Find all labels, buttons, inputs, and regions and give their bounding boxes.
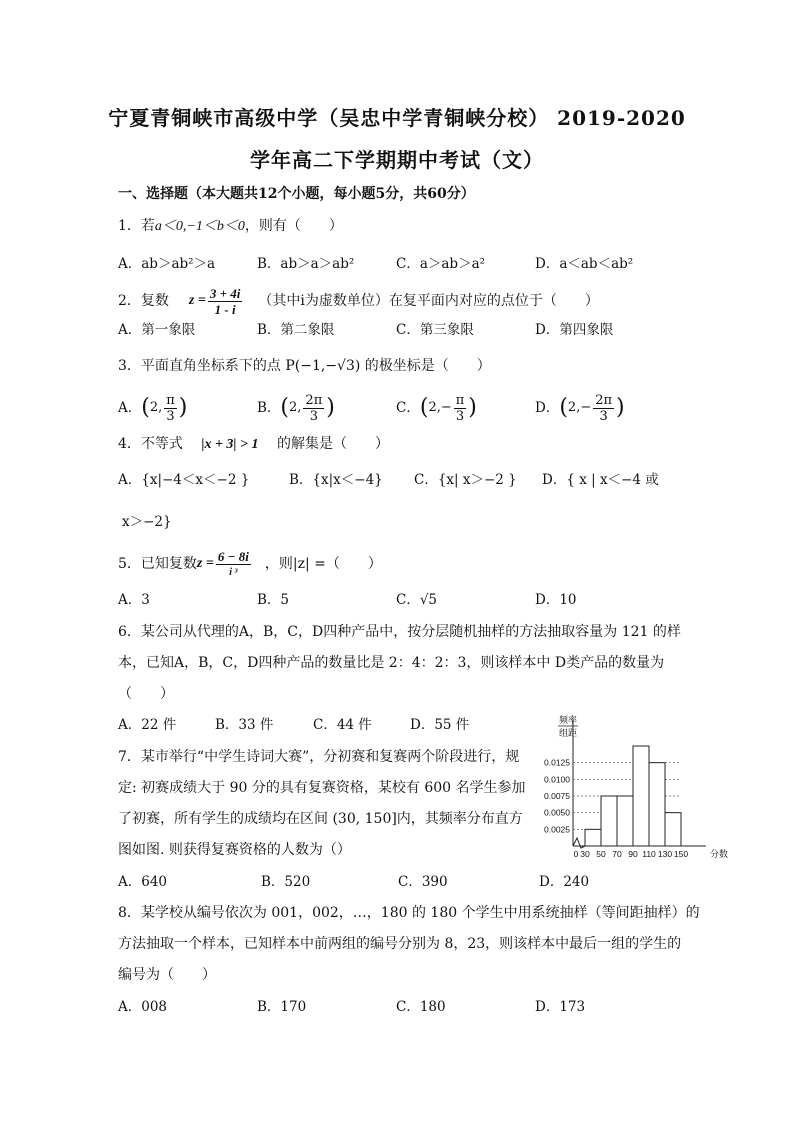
q4-option-c: C．{x| x＞−2 } xyxy=(414,472,517,488)
q3-option-d-label: D． xyxy=(535,400,560,416)
q4-option-b: B．{x|x＜−4} xyxy=(289,472,383,488)
q7-line4: 图如图. 则获得复赛资格的人数为（） xyxy=(118,842,351,858)
q8-line2: 方法抽取一个样本，已知样本中前两组的编号分别为 8，23，则该样本中最后一组的学生的 xyxy=(118,936,682,952)
y-tick-label: 0.0100 xyxy=(544,774,570,785)
q8-option-c: C．180 xyxy=(396,999,446,1015)
section-header: 一、选择题（本大题共12个小题，每小题5分，共60分） xyxy=(118,186,475,202)
q7-line2: 定: 初赛成绩大于 90 分的具有复赛资格，某校有 600 名学生参加 xyxy=(118,780,526,796)
q7-line3: 了初赛，所有学生的成绩均在区间 (30, 150]内，其频率分布直方 xyxy=(118,811,523,827)
q7-option-a: A．640 xyxy=(118,874,168,890)
q6-option-b: B．33 件 xyxy=(215,717,274,733)
q7-option-c: C．390 xyxy=(398,874,448,890)
q2-stem xyxy=(118,286,599,316)
y-axis-label-top: 频率 xyxy=(559,715,578,725)
histogram-bar xyxy=(601,796,617,846)
q1-stem-b: ，则有（ ） xyxy=(244,218,343,234)
q3-option-b-den: 3 xyxy=(309,408,318,424)
q3-option-b-lead: 2, xyxy=(289,400,302,415)
x-tick-label: 70 xyxy=(612,849,622,859)
q5-option-d: D．10 xyxy=(535,592,577,608)
q6-line2: 本，已知A，B，C，D四种产品的数量比是 2：4：2：3，则该样本中 D类产品的数量为 xyxy=(118,655,665,671)
q7-option-b: B．520 xyxy=(261,874,311,890)
q3-option-a-num: π xyxy=(166,392,175,408)
q2-numerator: 3 + 4i xyxy=(209,285,241,301)
q1-stem-a: 1．若 xyxy=(118,218,155,234)
q4-stem xyxy=(118,434,389,455)
q6-option-c: C．44 件 xyxy=(313,717,372,733)
q2-option-d: D．第四象限 xyxy=(535,322,614,338)
q3-option-d-lead: 2,− xyxy=(567,400,592,415)
q8-option-a: A．008 xyxy=(118,999,168,1015)
q3-option-c-lead: 2,− xyxy=(428,400,452,415)
histogram-bar xyxy=(617,796,633,846)
q8-option-d: D．173 xyxy=(535,999,586,1015)
q1-option-c: C．a＞ab＞a² xyxy=(396,256,486,272)
q1-stem xyxy=(118,216,343,237)
histogram-bar xyxy=(585,829,601,846)
q3-stem: 3．平面直角坐标系下的点 P(−1,−√3) 的极坐标是（ ） xyxy=(118,358,491,374)
q1-condition: a＜0,−1＜b＜0 xyxy=(154,219,245,234)
q3-option-a-den: 3 xyxy=(166,408,175,424)
histogram-bar xyxy=(649,763,665,846)
q5-fraction xyxy=(216,549,251,580)
q3-option-c-den: 3 xyxy=(455,408,465,424)
q6-option-d: D．55 件 xyxy=(410,717,470,733)
frequency-histogram xyxy=(528,712,740,864)
x-tick-label: 30 xyxy=(580,849,590,859)
q7-line1: 7．某市举行“中学生诗词大赛”，分初赛和复赛两个阶段进行，规 xyxy=(118,749,520,765)
q5-z: z = xyxy=(196,556,214,571)
q7-option-d: D．240 xyxy=(539,874,590,890)
q2-fraction xyxy=(208,286,243,317)
q5-option-b: B．5 xyxy=(257,592,290,608)
x-tick-label: 130 xyxy=(657,849,673,859)
q4-expression: |x + 3| > 1 xyxy=(201,437,259,452)
q4-option-d-continued: x＞−2} xyxy=(122,514,172,530)
histogram-bar xyxy=(665,813,681,846)
x-tick-label: 150 xyxy=(673,849,689,859)
q3-option-d-num: 2π xyxy=(595,392,613,408)
y-axis-label-bottom: 组距 xyxy=(559,728,578,738)
q1-option-a: A．ab＞ab²＞a xyxy=(118,256,216,272)
y-tick-label: 0.0025 xyxy=(544,824,570,835)
q3-option-b: B． ( 2, $\frac{2\pi}{3}$ ) xyxy=(257,392,335,424)
q2-option-b: B．第二象限 xyxy=(257,322,335,338)
y-tick-label: 0.0050 xyxy=(544,807,570,818)
q1-option-b: B．ab＞a＞ab² xyxy=(257,256,355,272)
x-tick-label: 110 xyxy=(642,849,656,859)
q8-line1: 8．某学校从编号依次为 001，002，…，180 的 180 个学生中用系统抽样（等间距抽样）的 xyxy=(118,905,700,921)
q2-stem-b: （其中i为虚数单位）在复平面内对应的点位于（ ） xyxy=(258,293,599,309)
q3-option-a: A． ( 2, $\frac{\pi}{3}$ ) xyxy=(118,392,188,424)
y-tick-label: 0.0075 xyxy=(544,791,570,801)
exam-title-line1: 宁夏青铜峡市高级中学（吴忠中学青铜峡分校） 2019-2020 xyxy=(108,106,686,130)
q4-stem-b: 的解集是（ ） xyxy=(276,436,389,452)
q2-option-c: C．第三象限 xyxy=(396,322,474,338)
q6-option-a: A．22 件 xyxy=(118,717,177,733)
q3-option-d-den: 3 xyxy=(599,408,608,424)
x-tick-label: 90 xyxy=(628,849,638,859)
q5-denominator: i ³ xyxy=(229,566,238,578)
q2-stem-a: 2．复数 xyxy=(118,293,169,309)
q5-stem-b: ，则|z| =（ ） xyxy=(264,556,382,572)
q4-option-d: D．{ x | x＜−4 或 xyxy=(542,472,659,488)
exam-title-line2: 学年高二下学期期中考试（文） xyxy=(250,148,544,172)
q6-line1: 6．某公司从代理的A，B，C，D四种产品中，按分层随机抽样的方法抽取容量为 121 的样 xyxy=(118,624,681,640)
q2-denominator: 1 - i xyxy=(214,301,236,317)
q8-line3: 编号为（ ） xyxy=(118,967,216,983)
q3-option-c-num: π xyxy=(455,392,465,408)
q1-option-d: D．a＜ab＜ab² xyxy=(535,256,634,272)
q5-option-c: C．√5 xyxy=(396,592,438,608)
q4-stem-a: 4．不等式 xyxy=(118,436,183,452)
q5-stem xyxy=(118,548,382,580)
x-tick-label: 0 xyxy=(573,849,579,859)
q8-option-b: B．170 xyxy=(257,999,307,1015)
y-tick-label: 0.0125 xyxy=(544,757,570,768)
q2-z: z = xyxy=(188,293,206,308)
q5-option-a: A．3 xyxy=(118,592,150,608)
q3-option-b-label: B． xyxy=(257,400,281,416)
q2-option-a: A．第一象限 xyxy=(118,322,196,338)
q5-numerator: 6 − 8i xyxy=(217,548,249,564)
q5-stem-a: 5．已知复数 xyxy=(118,556,197,572)
q3-option-a-lead: 2, xyxy=(149,400,163,415)
histogram-bar xyxy=(633,746,649,846)
q3-option-d: D． ( 2,− $\frac{2\pi}{3}$ ) xyxy=(535,392,625,424)
q3-option-c-label: C． xyxy=(396,400,420,416)
q3-option-c: C． ( 2,− $\frac{\pi}{3}$ ) xyxy=(396,392,477,424)
q3-option-a-label: A． xyxy=(118,400,142,416)
q3-option-b-num: 2π xyxy=(305,392,323,408)
x-axis-label: 分数 xyxy=(710,849,729,859)
q6-line3: （ ） xyxy=(118,686,174,702)
x-tick-label: 50 xyxy=(596,849,606,859)
q4-option-a: A．{x|−4＜x＜−2 } xyxy=(118,472,250,488)
